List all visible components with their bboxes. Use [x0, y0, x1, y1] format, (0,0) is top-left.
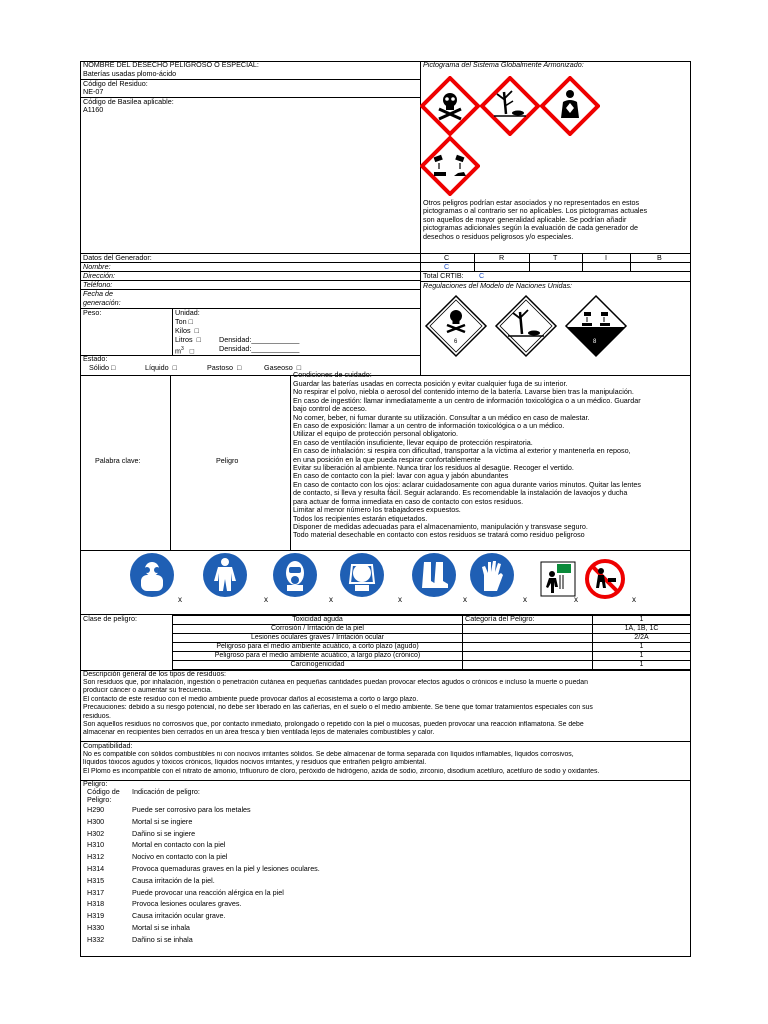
state-label: Estado:	[83, 354, 108, 363]
hazard-text-header: Indicación de peligro:	[132, 787, 200, 796]
compatibility-title: Compatibilidad:	[83, 741, 133, 750]
unit-m3-label: m	[175, 346, 181, 356]
care-line: No comer, beber, ni fumar durante su utilización. Consultar a un médico en caso de malestar.	[293, 413, 590, 422]
table-row	[173, 616, 691, 625]
emergency-shower-icon	[540, 561, 576, 597]
divider	[80, 308, 420, 309]
ghs-note	[423, 199, 687, 241]
hazard-statement: Nocivo en contacto con la piel	[132, 852, 228, 862]
goggles-icon	[130, 553, 174, 597]
hazard-code: H317	[87, 887, 105, 897]
care-line: Guardar las baterías usadas en correcta posición y evitar cualquier fuga de su interior.	[293, 380, 568, 388]
ghs-corrosion-icon	[420, 136, 480, 196]
ghs-skull-crossbones-icon	[420, 76, 480, 136]
divider	[582, 253, 583, 271]
description-line: residuos.	[83, 712, 111, 720]
hazard-class-category: 1	[593, 661, 691, 670]
unit-m3	[175, 345, 194, 356]
care-title: Condiciones de cuidado:	[293, 370, 372, 379]
hazard-category-label: Categoría del Peligro:	[465, 614, 535, 623]
table-row	[173, 661, 691, 670]
ghs-note-line: pictogramas o al contrario ser no aplicables. Los pictogramas actuales	[423, 207, 648, 216]
care-line: En caso de contacto con la piel: lavar con agua y jabón abundantes	[293, 472, 509, 481]
hazard-class-category: 1A, 1B, 1C	[593, 625, 691, 634]
ppe-mark: x	[178, 595, 182, 604]
hazard-class-category: 1	[593, 643, 691, 652]
crtib-mark: C	[444, 262, 450, 271]
compatibility-line: líquidos tóxicos agudos y tóxicos crónicos, líquidos nocivos irritantes, y residuos que entrañen peligro ambiental.	[83, 759, 427, 767]
basel-code-label: Código de Basilea aplicable:	[83, 97, 174, 106]
ghs-environment-icon	[480, 76, 540, 136]
state-gas-label: Gaseoso	[264, 363, 293, 372]
hazard-code: H300	[87, 816, 105, 826]
description-line: Precauciones: debido a su riesgo potencial, no debe ser liberado en las cañerías, en el suelo o el medio ambiente. Se tiene que tomar tratamientos especiales con sus	[83, 704, 593, 712]
hazard-class-label: Clase de peligro:	[83, 614, 137, 623]
hazard-code: H315	[87, 875, 105, 885]
table-row	[173, 634, 691, 643]
ghs-note-line: desechos o residuos peligrosos y/o especiales.	[423, 232, 574, 241]
care-line: en una posición en la que pueda respirar confortablemente	[293, 455, 481, 464]
description-line: almacenar en recipientes bien cerrados en un área fresca y bien ventilada lejos de materiales combustibles y calor.	[83, 729, 435, 737]
safety-boots-icon	[412, 553, 456, 597]
table-row	[173, 625, 691, 634]
hazard-statement: Causa irritación de la piel.	[132, 875, 215, 885]
hazard-code: H312	[87, 852, 105, 862]
hazard-class-name: Carcinogenicidad	[173, 661, 463, 670]
divider	[290, 375, 291, 550]
checkbox[interactable]: □	[110, 363, 116, 372]
state-liquid	[145, 364, 177, 373]
ghs-health-hazard-icon	[540, 76, 600, 136]
care-line: de contacto, si lleva y resulta fácil. Seguir aclarando. Es recomendable la instalación de lavaojos y ducha	[293, 489, 628, 498]
generator-address-label: Dirección:	[83, 271, 115, 280]
hazard-statement: Dañino si se ingiere	[132, 828, 196, 838]
table-row	[173, 652, 691, 661]
checkbox[interactable]: □	[196, 335, 201, 344]
density-field[interactable]: Densidad:____________	[219, 335, 300, 344]
checkbox[interactable]: □	[188, 317, 193, 326]
checkbox[interactable]: □	[172, 363, 177, 372]
hazard-statement: Causa irritación ocular grave.	[132, 911, 226, 921]
hazard-code: H290	[87, 805, 105, 814]
care-line: Todos los recipientes estarán etiquetados.	[293, 514, 428, 523]
divider	[80, 550, 691, 551]
signal-word-value: Peligro	[216, 456, 239, 465]
ghs-title: Pictograma del Sistema Globalmente Armonizado:	[423, 60, 584, 69]
weight-label: Peso:	[83, 308, 102, 317]
care-list	[293, 380, 689, 540]
state-liquid-label: Líquido	[145, 363, 169, 372]
signal-word-label: Palabra clave:	[95, 456, 141, 465]
care-line: Todo material desechable en contacto con estos residuos se tratará como residuo peligroso	[293, 531, 585, 540]
divider	[80, 741, 691, 742]
hazard-class-category: 1	[593, 652, 691, 661]
care-line: para actuar de forma inmediata en caso de contacto con estos residuos.	[293, 497, 524, 506]
unit-label: Unidad:	[175, 308, 200, 317]
ppe-mark: x	[264, 595, 268, 604]
ppe-mark: x	[329, 595, 333, 604]
hazard-statement: Provoca quemaduras graves en la piel y lesiones oculares.	[132, 864, 320, 873]
un-toxic-diamond-icon	[424, 294, 488, 358]
hazard-code-header: Código de	[87, 787, 120, 796]
unit-kilos-label: Kilos	[175, 326, 191, 335]
care-line: Evitar su liberación al ambiente. Nunca tirar los residuos al desagüe. Recoger el vertido.	[293, 464, 574, 473]
waste-code-value: NE-07	[83, 87, 104, 96]
ppe-mark: x	[574, 595, 578, 604]
description-line: El contacto de este residuo con el medio ambiente puede provocar daños al ecosistema a corto o largo plazo.	[83, 695, 419, 703]
checkbox[interactable]: □	[189, 346, 195, 356]
table-row	[173, 643, 691, 652]
state-solid-label: Sólido	[89, 363, 109, 372]
hazard-statement: Puede provocar una reacción alérgica en la piel	[132, 887, 284, 897]
hazard-class-table	[172, 615, 691, 670]
care-line: En caso de contacto con los ojos: aclarar cuidadosamente con agua durante varios minutos. Quitar las lentes	[293, 480, 641, 489]
hazard-statement: Mortal si se inhala	[132, 923, 190, 932]
ghs-note-line: Otros peligros podrían estar asociados y no representados en estos	[423, 199, 640, 207]
checkbox[interactable]: □	[296, 363, 302, 372]
hazard-statement: Mortal en contacto con la piel	[132, 840, 226, 850]
hazard-statement: Puede ser corrosivo para los metales	[132, 805, 251, 814]
generator-title: Datos del Generador:	[83, 253, 152, 262]
respirator-icon	[273, 553, 317, 597]
ppe-mark: x	[398, 595, 402, 604]
divider	[474, 253, 475, 271]
checkbox[interactable]: □	[194, 326, 199, 335]
care-line: Limitar al menor número los trabajadores expuestos.	[293, 506, 461, 515]
state-paste-label: Pastoso	[207, 363, 233, 372]
un-corrosive-diamond-icon	[564, 294, 628, 358]
divider	[80, 355, 420, 356]
unit-m3-superscript: 3	[181, 346, 184, 352]
divider	[529, 253, 530, 271]
hazard-code: H310	[87, 840, 105, 850]
crtib-letter-i: I	[605, 253, 607, 262]
crtib-letter-b: B	[657, 253, 662, 262]
hazard-code-header: Peligro:	[87, 795, 112, 804]
unit-ton-label: Ton	[175, 317, 187, 326]
hazard-code: H332	[87, 934, 105, 944]
divider	[80, 780, 691, 781]
hazard-class-name: Lesiones oculares graves / Irritación ocular	[173, 634, 463, 643]
care-line: Utilizar el equipo de protección personal obligatorio.	[293, 430, 459, 439]
unit-litros	[175, 336, 201, 345]
divider	[170, 375, 171, 550]
un-title: Regulaciones del Modelo de Naciones Unidas:	[423, 281, 573, 290]
ppe-mark: x	[632, 595, 636, 604]
protective-suit-icon	[203, 553, 247, 597]
hazard-statement: Mortal si se ingiere	[132, 816, 193, 826]
care-line: En caso de ventilación insuficiente, llevar equipo de protección respiratoria.	[293, 438, 533, 447]
hazard-code: H318	[87, 899, 105, 909]
hazard-class-name: Peligroso para el medio ambiente acuático, a largo plazo (crónico)	[173, 652, 463, 661]
divider	[80, 289, 420, 290]
divider	[172, 308, 173, 355]
ghs-note-line: pictogramas adicionales según la evaluación de cada generador de	[423, 224, 638, 233]
description-line: producir cáncer o aumentar su frecuencia.	[83, 687, 213, 695]
hazard-class-name: Corrosión / Irritación de la piel	[173, 625, 463, 634]
divider	[80, 262, 691, 263]
ppe-mark: x	[523, 595, 527, 604]
density-field[interactable]: Densidad:____________	[219, 344, 300, 353]
ppe-mark: x	[463, 595, 467, 604]
crtib-total-label: Total CRTIB:	[423, 271, 464, 280]
divider	[80, 253, 691, 254]
unit-litros-label: Litros	[175, 335, 193, 344]
care-line: Disponer de medidas adecuadas para el almacenamiento, manipulación y transvase seguro.	[293, 522, 588, 531]
care-line: En caso de ingestión: llamar inmediatamente a un centro de información toxicológica o a un médico. Guardar	[293, 396, 641, 405]
hazard-class-name: Peligroso para el medio ambiente acuático, a corto plazo (agudo)	[173, 643, 463, 652]
basel-code-value: A1160	[83, 105, 104, 114]
description-text	[83, 679, 689, 738]
gloves-icon	[470, 553, 514, 597]
un-class-number: 6	[454, 339, 458, 345]
checkbox[interactable]: □	[236, 363, 242, 372]
care-line: En caso de inhalación: si respira con dificultad, transportar a la víctima al exterior y mantenerla en reposo,	[293, 447, 631, 456]
face-shield-icon	[340, 553, 384, 597]
crtib-total-value: C	[479, 271, 485, 280]
description-line: Son aquellos residuos no corrosivos que, por contacto inmediato, prolongado o repetido con la piel o mucosas, pueden provocar una reacción inflamatoria. Se debe	[83, 721, 584, 729]
generator-phone-label: Teléfono:	[83, 280, 113, 289]
generation-date-label: generación:	[83, 298, 121, 307]
generation-date-label: Fecha de	[83, 289, 113, 298]
crtib-letter-t: T	[553, 253, 558, 262]
divider	[630, 253, 631, 271]
description-title: Descripción general de los tipos de residuos:	[83, 669, 227, 678]
generator-name-label: Nombre:	[83, 262, 111, 271]
care-line: En caso de exposición: llamar a un centro de información toxicológica o a un médico.	[293, 422, 565, 431]
description-line: Son residuos que, por inhalación, ingestión o penetración cutánea en pequeñas cantidades puedan provocar efectos agudos o crónicos e incluso la muerte o puedan	[83, 679, 588, 686]
divider	[80, 280, 420, 281]
hazard-statement: Provoca lesiones oculares graves.	[132, 899, 242, 909]
hazard-code: H319	[87, 911, 105, 921]
divider	[80, 375, 691, 376]
hazard-class-name: Toxicidad aguda	[173, 616, 463, 625]
hazard-statement: Dañino si se inhala	[132, 934, 193, 944]
waste-code-label: Código del Residuo:	[83, 79, 148, 88]
crtib-letter-c: C	[444, 253, 450, 262]
divider	[80, 271, 691, 272]
waste-name-value: Baterías usadas plomo-ácido	[83, 69, 177, 78]
hazard-code: H302	[87, 828, 105, 838]
hazard-code: H314	[87, 864, 105, 873]
waste-name-label: NOMBRE DEL DESECHO PELIGROSO O ESPECIAL:	[83, 60, 259, 69]
state-solid	[89, 364, 115, 373]
ghs-note-line: son aquellos de mayor generalidad aplicable. Se podrían añadir	[423, 215, 627, 224]
hazard-code: H330	[87, 923, 105, 932]
un-environment-diamond-icon	[494, 294, 558, 358]
care-line: bajo control de acceso.	[293, 405, 367, 414]
compatibility-text	[83, 751, 689, 776]
no-eating-icon	[584, 558, 626, 600]
un-class-number: 8	[593, 339, 597, 345]
hazard-title: Peligro:	[83, 779, 108, 788]
compatibility-line: No es compatible con sólidos combustibles ni con nocivos irritantes sólidos. Se debe almacenar de forma separada con líquidos inflamables, líquidos corrosivos,	[83, 751, 574, 758]
hazard-class-category: 1	[593, 616, 691, 625]
care-line: No respirar el polvo, niebla o aerosol del contenido interno de la batería. Lavarse bien tras la manipulación.	[293, 388, 634, 397]
compatibility-line: El Plomo es incompatible con el nitrato de amonio, trifluoruro de cloro, peróxido de hidrógeno, azida de sodio, zirconio, disodium acetiluro, acetiluro de sodio y oxidantes.	[83, 767, 600, 775]
hazard-class-category: 2/2A	[593, 634, 691, 643]
crtib-letter-r: R	[499, 253, 505, 262]
state-paste	[207, 364, 241, 373]
